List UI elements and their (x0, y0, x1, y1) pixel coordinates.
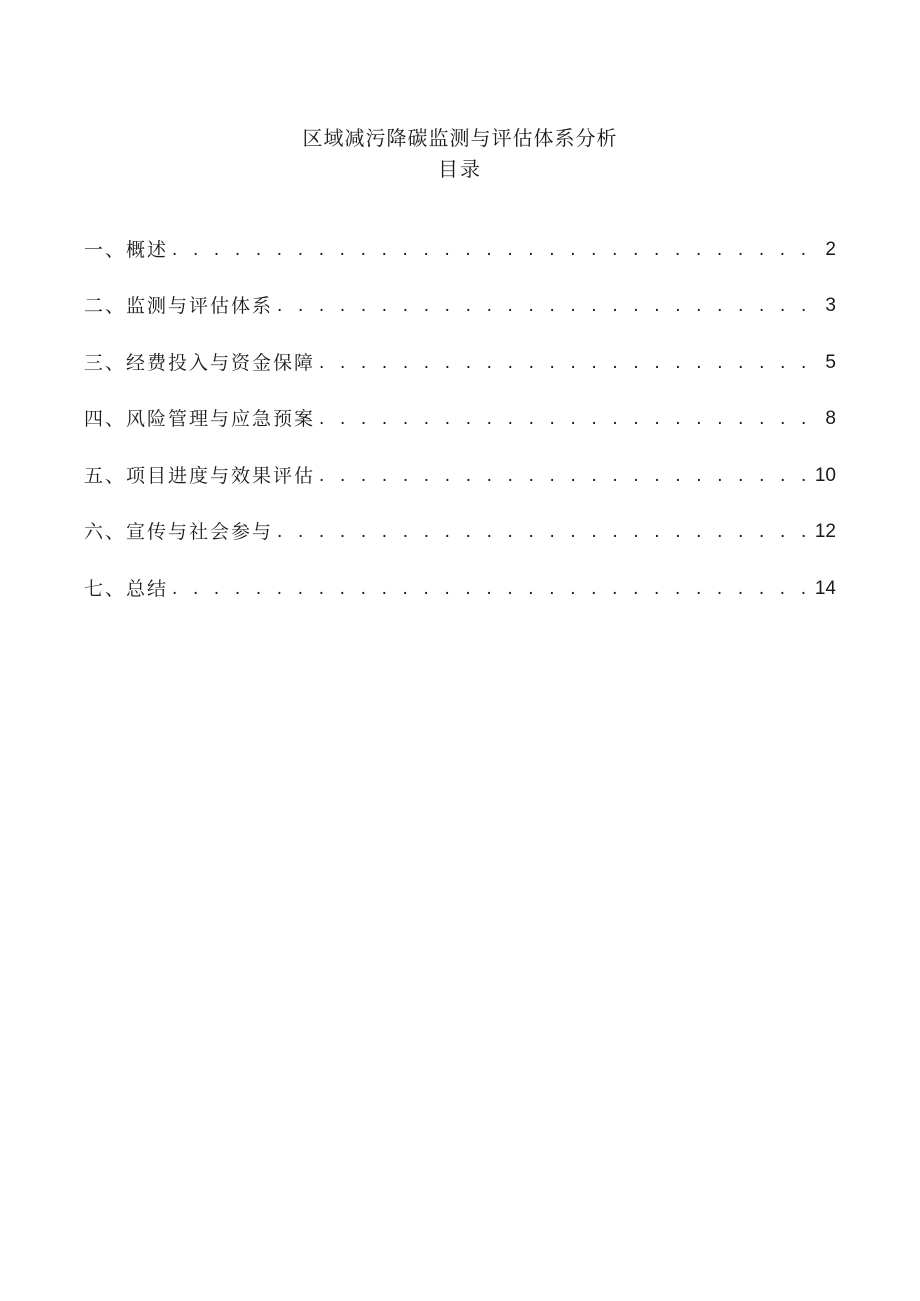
toc-entry-label: 二、监测与评估体系 (84, 295, 274, 317)
toc-entry[interactable] (84, 491, 836, 548)
toc-entry-label: 六、宣传与社会参与 (84, 521, 274, 543)
toc-dot-leader (168, 235, 823, 265)
toc-page-number: 5 (825, 351, 836, 373)
toc-dot-leader (315, 348, 823, 378)
toc-entry[interactable] (84, 378, 836, 435)
document-title: 区域减污降碳监测与评估体系分析 (302, 126, 618, 150)
toc-page-number: 12 (814, 521, 836, 542)
toc-entry[interactable] (84, 434, 836, 491)
toc-page-number: 3 (825, 295, 836, 316)
toc-dot-leader (315, 461, 813, 491)
toc-entry-label: 七、总结 (84, 577, 169, 600)
toc-page-number: 10 (814, 464, 836, 486)
toc-dot-leader (273, 517, 813, 547)
table-of-contents (84, 208, 836, 604)
toc-entry[interactable] (84, 265, 836, 322)
toc-heading: 目录 (438, 157, 482, 181)
toc-page-number: 2 (825, 238, 836, 260)
toc-entry-label: 一、概述 (84, 238, 169, 261)
toc-entry-label: 四、风险管理与应急预案 (84, 408, 316, 430)
toc-dot-leader (315, 404, 823, 434)
toc-entry[interactable] (84, 208, 836, 265)
toc-entry-label: 五、项目进度与效果评估 (84, 464, 316, 487)
toc-page-number: 8 (825, 408, 836, 429)
toc-dot-leader (168, 574, 813, 604)
toc-dot-leader (273, 291, 823, 321)
toc-entry[interactable] (84, 547, 836, 604)
toc-page-number: 14 (814, 577, 836, 599)
toc-entry[interactable] (84, 321, 836, 378)
toc-entry-label: 三、经费投入与资金保障 (84, 351, 316, 374)
